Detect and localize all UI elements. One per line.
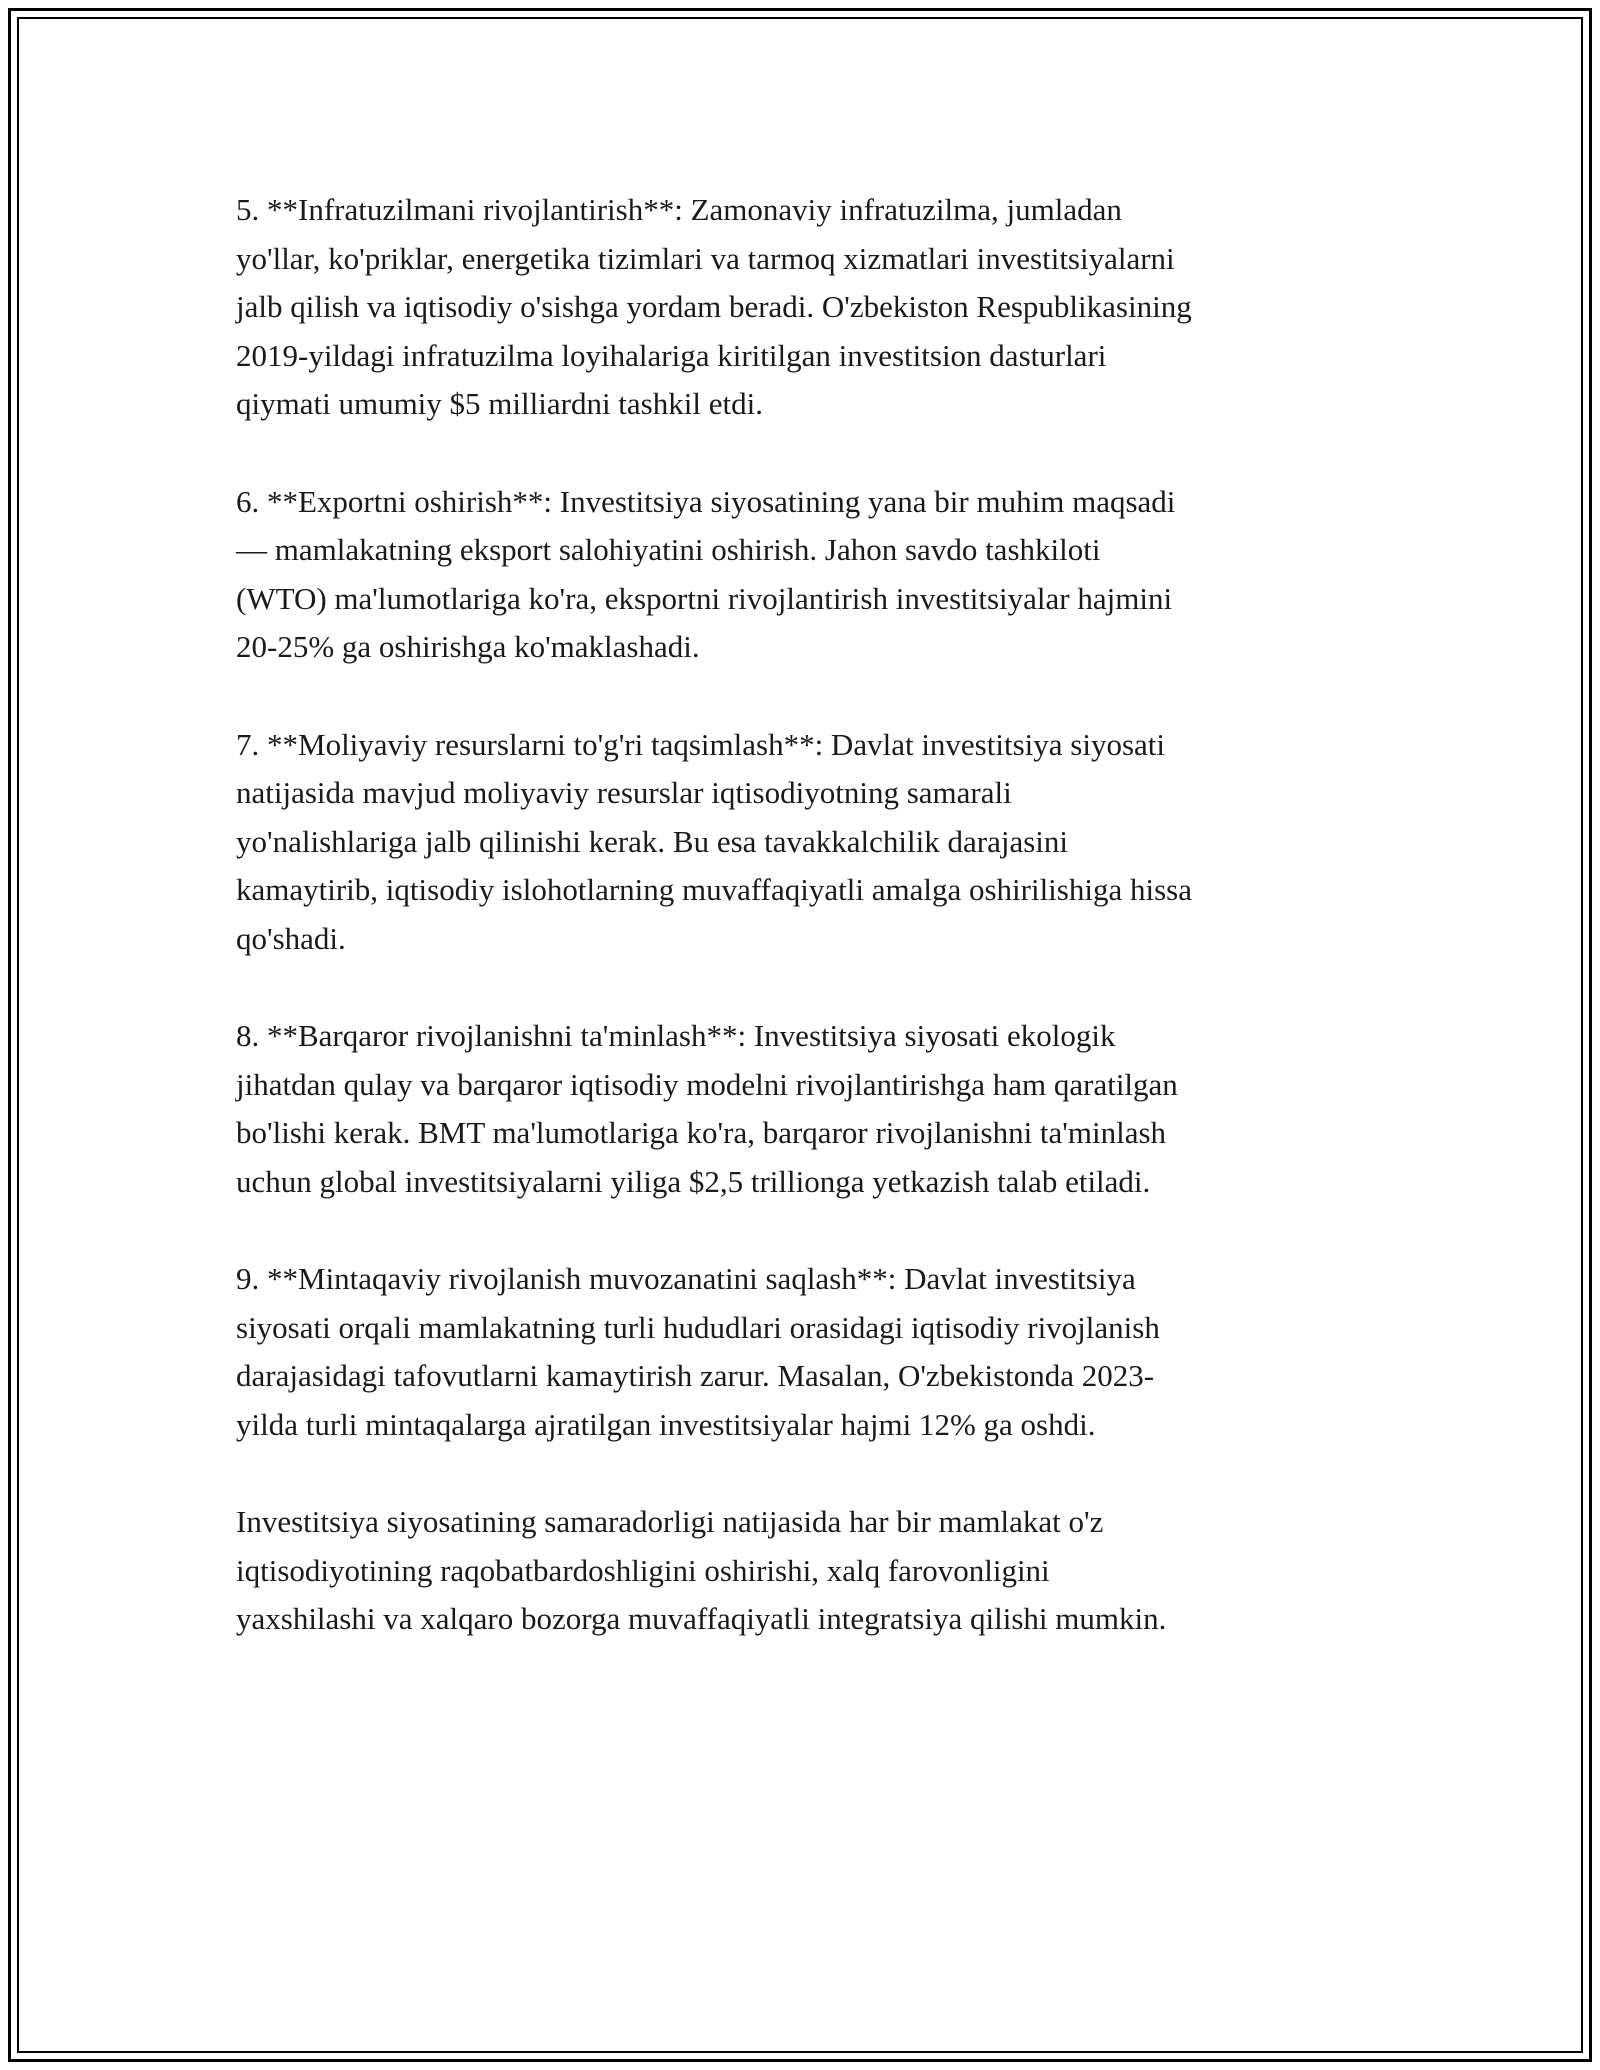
paragraph-financial-resources: 7. **Moliyaviy resurslarni to'g'ri taqsimlash**: Davlat investitsiya siyosati natijasida mavjud moliyaviy resurslar iqtisodiyotning samarali yo'nalishlariga jalb qilinishi kerak. Bu esa tavakkalchilik darajasini kamaytirib, iqtisodiy islohotlarning muvaffaqiyatli amalga oshirilishiga hissa qo'shadi. xyxy=(236,726,1192,956)
paragraph-sustainable-development: 8. **Barqaror rivojlanishni ta'minlash**: Investitsiya siyosati ekologik jihatdan qulay va barqaror iqtisodiy modelni rivojlantirishga ham qaratilgan bo'lishi kerak. BMT ma'lumotlariga ko'ra, barqaror rivojlanishni ta'minlash uchun global investitsiyalarni yiliga $2,5 trillionga yetkazish talab etiladi. xyxy=(236,1018,1178,1199)
paragraph-infrastructure: 5. **Infratuzilmani rivojlantirish**: Zamonaviy infratuzilma, jumladan yo'llar, ko'priklar, energetika tizimlari va tarmoq xizmatlari investitsiyalarni jalb qilish va iqtisodiy o'sishga yordam beradi. O'zbekiston Respublikasining 2019-yildagi infratuzilma loyihalariga kiritilgan investitsion dasturlari qiymati umumiy $5 milliardni tashkil etdi. xyxy=(236,192,1192,421)
paragraph-conclusion: Investitsiya siyosatining samaradorligi natijasida har bir mamlakat o'z iqtisodiyotining raqobatbardoshligini oshirishi, xalq farovonligini yaxshilashi va xalqaro bozorga muvaffaqiyatli integratsiya qilishi mumkin. xyxy=(236,1504,1167,1636)
paragraph-regional-balance: 9. **Mintaqaviy rivojlanish muvozanatini saqlash**: Davlat investitsiya siyosati orqali mamlakatning turli hududlari orasidagi iqtisodiy rivojlanish darajasidagi tafovutlarni kamaytirish zarur. Masalan, O'zbekistonda 2023- yilda turli mintaqalarga ajratilgan investitsiyalar hajmi 12% ga oshdi. xyxy=(236,1261,1160,1442)
document-body xyxy=(236,186,1376,1693)
paragraph-export: 6. **Exportni oshirish**: Investitsiya siyosatining yana bir muhim maqsadi — mamlakatning eksport salohiyatini oshirish. Jahon savdo tashkiloti (WTO) ma'lumotlariga ko'ra, eksportni rivojlantirish investitsiyalar hajmini 20-25% ga oshirishga ko'maklashadi. xyxy=(236,483,1176,664)
